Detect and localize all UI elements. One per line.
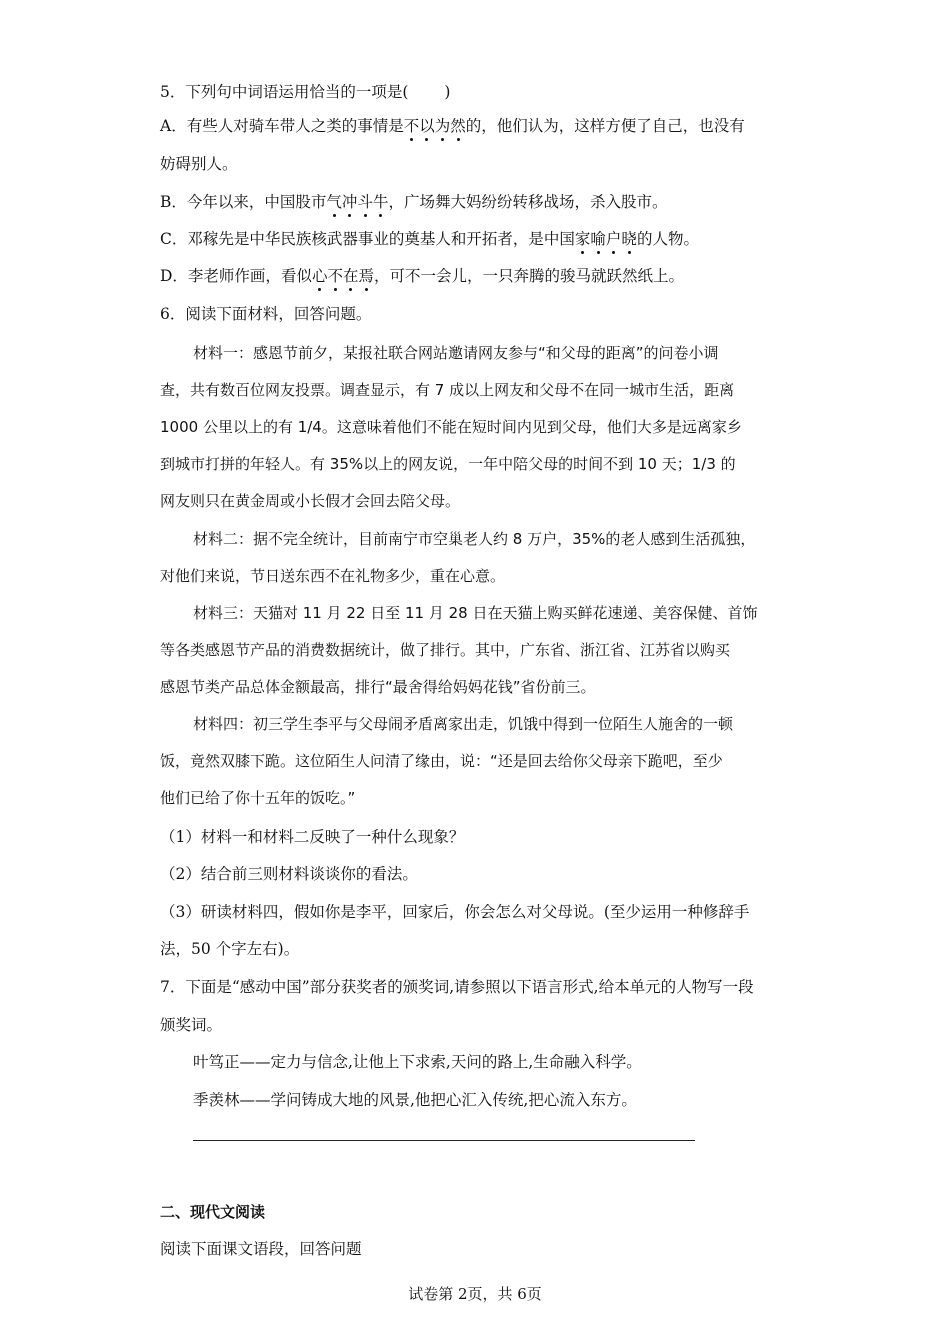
material-1-line: 查，共有数百位网友投票。调查显示，有 7 成以上网友和父母不在同一城市生活，距离 — [160, 381, 735, 399]
emphasis-char: 气 — [326, 193, 342, 211]
material-3-line: 感恩节类产品总体金额最高，排行“最舍得给妈妈花钱”省份前三。 — [160, 678, 596, 696]
emphasis-char: 然 — [450, 117, 466, 135]
material-3-line: 材料三：天猫对 11 月 22 日至 11 月 28 日在天猫上购买鲜花速递、美容保健、首饰 — [193, 604, 758, 622]
material-1-line: 材料一：感恩节前夕，某报社联合网站邀请网友参与“和父母的距离”的问卷小调 — [193, 344, 719, 362]
q6-sub-question-1: （1）材料一和材料二反映了一种什么现象？ — [160, 828, 465, 846]
material-1-line: 网友则只在黄金周或小长假才会回去陪父母。 — [160, 492, 461, 510]
emphasis-char: 家 — [574, 230, 591, 248]
emphasis-char: 晓 — [621, 230, 637, 248]
q7-stem: 7．下面是“感动中国”部分获奖者的颁奖词,请参照以下语言形式,给本单元的人物写一段 — [160, 978, 754, 996]
q5-option-c-keyword — [575, 230, 637, 248]
q7-example-2: 季羡林——学问铸成大地的风景,他把心汇入传统,把心流入东方。 — [193, 1091, 637, 1109]
material-1-line: 1000 公里以上的有 1/4。这意味着他们不能在短时间内见到父母，他们大多是远离家乡 — [160, 418, 742, 436]
material-4-line: 材料四：初三学生李平与父母闹矛盾离家出走，饥饿中得到一位陌生人施舍的一顿 — [193, 715, 734, 733]
q5-option-b-keyword — [326, 193, 388, 211]
emphasis-char: 喻 — [590, 230, 606, 248]
material-4-line: 他们已给了你十五年的饭吃。” — [160, 789, 356, 807]
section-2-intro: 阅读下面课文语段，回答问题 — [160, 1240, 362, 1258]
material-1-line: 到城市打拼的年轻人。有 35%以上的网友说，一年中陪父母的时间不到 10 天；1/3 的 — [160, 455, 736, 473]
material-2-line: 材料二：据不完全统计，目前南宁市空巢老人约 8 万户，35%的老人感到生活孤独， — [193, 530, 756, 548]
material-2-line: 对他们来说，节日送东西不在礼物多少，重在心意。 — [160, 567, 506, 585]
q5-option-a-cont: 妨碍别人。 — [160, 155, 238, 173]
emphasis-char: 心 — [311, 267, 328, 285]
q5-option-a-keyword — [404, 117, 466, 135]
emphasis-char: 斗 — [357, 193, 373, 211]
q7-example-1: 叶笃正——定力与信念,让他上下求索,天问的路上,生命融入科学。 — [193, 1053, 642, 1071]
q5-stem: 5．下列句中词语运用恰当的一项是( ) — [160, 83, 451, 101]
q6-stem: 6．阅读下面材料，回答问题。 — [160, 305, 372, 323]
page-footer: 试卷第 2页，共 6页 — [408, 1285, 542, 1303]
emphasis-char: 不 — [403, 117, 420, 135]
emphasis-char: 焉 — [358, 267, 374, 285]
material-4-line: 饭，竟然双膝下跪。这位陌生人问清了缘由，说：“还是回去给你父母亲下跪吧，至少 — [160, 752, 723, 770]
emphasis-char: 冲 — [341, 193, 358, 211]
q5-option-c: C．邓稼先是中华民族核武器事业的奠基人和开拓者，是中国家喻户晓的人物。 — [160, 230, 699, 248]
q5-option-d: D．李老师作画，看似心不在焉，可不一会儿，一只奔腾的骏马就跃然纸上。 — [160, 267, 685, 285]
q7-stem-cont: 颁奖词。 — [160, 1016, 223, 1034]
q5-option-a: A．有些人对骑车带人之类的事情是不以为然的，他们认为，这样方便了自己，也没有 — [160, 117, 745, 135]
emphasis-char: 户 — [605, 230, 622, 248]
q6-sub-question-2: （2）结合前三则材料谈谈你的看法。 — [160, 865, 418, 883]
q5-option-d-keyword — [312, 267, 374, 285]
emphasis-char: 在 — [342, 267, 359, 285]
emphasis-char: 牛 — [372, 193, 389, 211]
emphasis-char: 不 — [327, 267, 343, 285]
q6-sub-question-3: （3）研读材料四，假如你是李平，回家后，你会怎么对父母说。(至少运用一种修辞手 — [160, 903, 750, 921]
q7-answer-line[interactable] — [193, 1140, 695, 1141]
q5-option-b: B．今年以来，中国股市气冲斗牛，广场舞大妈纷纷转移战场，杀入股市。 — [160, 193, 668, 211]
emphasis-char: 为 — [434, 117, 451, 135]
section-2-title: 二、现代文阅读 — [160, 1203, 266, 1221]
q6-sub-question-3-cont: 法，50 个字左右)。 — [160, 940, 300, 958]
material-3-line: 等各类感恩节产品的消费数据统计，做了排行。其中，广东省、浙江省、江苏省以购买 — [160, 641, 731, 659]
emphasis-char: 以 — [419, 117, 435, 135]
